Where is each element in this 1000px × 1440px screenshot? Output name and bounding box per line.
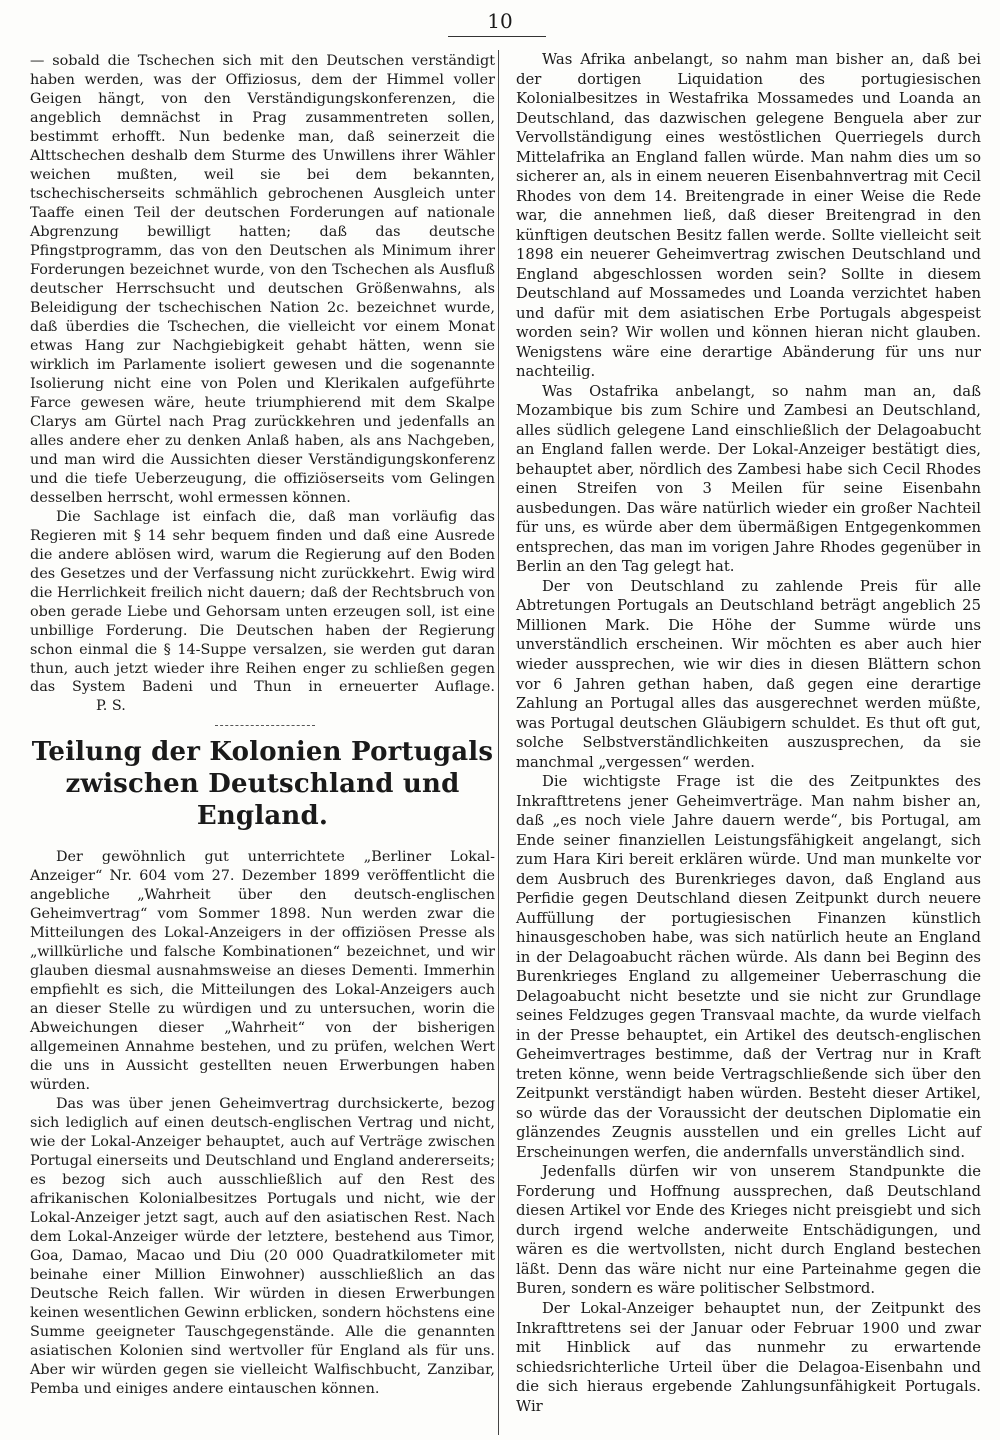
article-paragraph: Die wichtigste Frage ist die des Zeitpunktes des Inkrafttretens jener Geheimverträge. Man nahm bisher an, daß „es noch viele Jahre dauern werde“, bis Portugal, am Ende seiner finanziellen Leistungsfähigkeit angelangt, sich zum Hara Kiri bereit erklären würde. Und man munkelte vor dem Ausbruch des Burenkrieges davon, daß England aus Perfidie gegen Deutschland diesen Zeitpunkt durch neuere Auffüllung der portugiesischen Finanzen künstlich hinausgeschoben habe, was sich natürlich heute an England in der Delagoabucht rächen würde. Als dann bei Beginn des Burenkrieges England zu allgemeiner Ueberraschung die Delagoabucht nicht besetzte und sie nicht zur Grundlage seines Feldzuges gegen Transvaal machte, da wurde vielfach in der Presse behauptet, ein Artikel des deutsch-englischen Geheimvertrages bestimme, daß der Vertrag nur in Kraft treten könne, wenn beide Vertragschließende sich über den Zeitpunkt verständigt haben würden. Besteht dieser Artikel, so würde das der Voraussicht der deutschen Diplomatie ein glänzendes Zeugnis ausstellen und ein grelles Licht auf Erscheinungen werfen, die andernfalls unverständlich sind. [516, 773, 981, 1161]
article-paragraph: Der von Deutschland zu zahlende Preis für alle Abtretungen Portugals an Deutschland beträgt angeblich 25 Millionen Mark. Die Höhe der Summe würde uns unverständlich erscheinen. Wir möchten es aber auch hier wieder aussprechen, wie wir dies in diesen Blättern schon vor 6 Jahren gethan haben, daß gegen eine derartige Zahlung an Portugal alles das ausgerechnet werden müßte, was Portugal deutschen Gläubigern schuldet. Es thut oft gut, solche Selbstverständlichkeiten auszusprechen, da sie manchmal „vergessen“ werden. [516, 577, 981, 771]
page-number: 10 [487, 9, 513, 33]
right-column [516, 50, 981, 1416]
section-separator [30, 716, 495, 734]
article-paragraph: Der gewöhnlich gut unterrichtete „Berliner Lokal-Anzeiger“ Nr. 604 vom 27. Dezember 1899 veröffentlicht die angebliche „Wahrheit über den deutsch-englischen Geheimvertrag“ vom Sommer 1898. Nun werden zwar die Mitteilungen des Lokal-Anzeigers in der offiziösen Presse als „willkürliche und falsche Kombinationen“ bezeichnet, und wir glauben diesmal ausnahmsweise an dieses Dementi. Immerhin empfiehlt es sich, die Mitteilungen des Lokal-Anzeigers auch an dieser Stelle zu würdigen und zu untersuchen, worin die Abweichungen dieser „Wahrheit“ von der bisherigen allgemeinen Annahme bestehen, und zu prüfen, welchen Wert die uns in Aussicht gestellten neuen Erwerbungen haben würden. [30, 849, 495, 1094]
article-paragraph: Was Afrika anbelangt, so nahm man bisher an, daß bei der dortigen Liquidation des portugiesischen Kolonialbesitzes in Westafrika Mossamedes und Loanda an Deutschland, das dazwischen gelegene Benguela aber zur Vervollständigung eines westöstlichen Querriegels durch Mittelafrika an England fallen würde. Man nahm dies um so sicherer an, als in einem neueren Eisenbahnvertrag mit Cecil Rhodes von dem 14. Breitengrade in einer Weise die Rede war, die annehmen ließ, daß dieser Breitengrad in den künftigen deutschen Besitz fallen werde. Sollte vielleicht seit 1898 ein neuerer Geheimvertrag zwischen Deutschland und England abgeschlossen worden sein? Sollte in diesem Deutschland auf Mossamedes und Loanda verzichtet haben und dafür mit dem asiatischen Erbe Portugals abgespeist worden sein? Wir wollen und können hieran nicht glauben. Wenigstens wäre eine derartige Abänderung für uns nur nachteilig. [516, 51, 981, 381]
left-column [30, 52, 495, 1399]
author-signature: P. S. [96, 698, 126, 715]
article-paragraph: — sobald die Tschechen sich mit den Deutschen verständigt haben werden, was der Offiziosus, dem der Himmel voller Geigen hängt, von den Verständigungskonferenzen, die angeblich demnächst in Prag zusammentreten sollen, bestimmt erhofft. Nun bedenke man, daß seinerzeit die Alttschechen deshalb dem Sturme des Unwillens ihrer Wähler weichen mußten, weil sie bei dem bekannten, tschechischerseits schmählich gebrochenen Ausgleich unter Taaffe einen Teil der deutschen Forderungen auf nationale Abgrenzung bewilligt hatten; daß das deutsche Pfingstprogramm, das von den Deutschen als Minimum ihrer Forderungen bezeichnet wurde, von den Tschechen als Ausfluß deutscher Herrschsucht und deutschen Größenwahns, als Beleidigung der tschechischen Nation 2c. bezeichnet wurde, daß überdies die Tschechen, die vielleicht vor einem Monat etwas Hang zur Nachgiebigkeit gehabt hätten, wenn sie wirklich im Parlamente isoliert gewesen und die sogenannte Isolierung nicht eine von Polen und Klerikalen aufgeführte Farce gewesen wäre, heute triumphierend mit dem Skalpe Clarys am Gürtel nach Prag zurückkehren und jedenfalls an alles andere eher zu denken Anlaß haben, als ans Nachgeben, und man wird die Aussichten dieser Verständigungskonferenz und die tiefe Ueberzeugung, die offiziöserseits vom Gelingen desselben herrscht, wohl ermessen können. [30, 53, 495, 506]
article-paragraph: Jedenfalls dürfen wir von unserem Standpunkte die Forderung und Hoffnung aussprechen, daß Deutschland diesen Artikel vor Ende des Krieges nicht preisgiebt und sich durch irgend welche anderweite Entschädigungen, und wären es die wertvollsten, nicht durch England bestechen läßt. Denn das wäre nicht nur eine Parteinahme gegen die Buren, sondern es wäre politischer Selbstmord. [516, 1163, 981, 1298]
article-headline: Teilung der Kolonien Portugals zwischen Deutschland und England. [31, 737, 494, 832]
paragraph-text: Die Sachlage ist einfach die, daß man vorläufig das Regieren mit § 14 sehr bequem finden und daß eine Ausrede die andere ablösen wird, warum die Regierung auf den Boden des Gesetzes und der Verfassung nicht zurückkehrt. Ewig wird die Herrlichkeit freilich nicht dauern; daß der Rechtsbruch von oben gerade Liebe und Gehorsam unten erzeugen soll, ist eine unbillige Forderung. Die Deutschen haben der Regierung schon einmal die § 14-Suppe versalzen, sie werden gut daran thun, auch jetzt wieder ihre Reihen enger zu schließen gegen das System Badeni und Thun in erneuerter Auflage. [30, 508, 495, 696]
article-paragraph: Der Lokal-Anzeiger behauptet nun, der Zeitpunkt des Inkrafttretens sei der Januar oder Februar 1900 und zwar mit Hinblick auf das nunmehr zu erwartende schiedsrichterliche Urteil über die Delagoa-Eisenbahn und die sich hieraus ergebende Zahlungsunfähigkeit Portugals. Wir [516, 1300, 981, 1415]
column-divider [498, 50, 499, 1435]
article-paragraph: Was Ostafrika anbelangt, so nahm man an, daß Mozambique bis zum Schire und Zambesi an Deutschland, alles südlich gelegene Land einschließlich der Delagoabucht an England fallen werde. Der Lokal-Anzeiger bestätigt dies, behauptet aber, nördlich des Zambesi habe sich Cecil Rhodes einen Streifen von 3 Meilen für seine Eisenbahn ausbedungen. Das wäre natürlich wieder ein großer Nachteil für uns, es würde aber dem übermäßigen Entgegenkommen entsprechen, das man im vorigen Jahre Rhodes gegenüber in Berlin an den Tag gelegt hat. [516, 382, 981, 576]
article-paragraph: Das was über jenen Geheimvertrag durchsickerte, bezog sich lediglich auf einen deutsch-englischen Vertrag und nicht, wie der Lokal-Anzeiger behauptet, auch auf Verträge zwischen Portugal einerseits und Deutschland und England andererseits; es bezog sich auch ausschließlich auf den Rest des afrikanischen Kolonialbesitzes Portugals und nicht, wie der Lokal-Anzeiger jetzt sagt, auch auf den asiatischen Rest. Nach dem Lokal-Anzeiger würde der letztere, bestehend aus Timor, Goa, Damao, Macao und Diu (20 000 Quadratkilometer mit beinahe einer Million Einwohner) ausschließlich an das Deutsche Reich fallen. Wir würden in diesen Erwerbungen keinen wesentlichen Gewinn erblicken, sondern höchstens eine Summe geeigneter Tauschgegenstände. Alle die genannten asiatischen Kolonien sind wertvoller für England als für uns. Aber wir würden gegen sie vielleicht Walfischbucht, Zanzibar, Pemba und einiges andere eintauschen können. [30, 1096, 495, 1398]
header-rule [448, 36, 546, 37]
article-paragraph [30, 508, 495, 717]
